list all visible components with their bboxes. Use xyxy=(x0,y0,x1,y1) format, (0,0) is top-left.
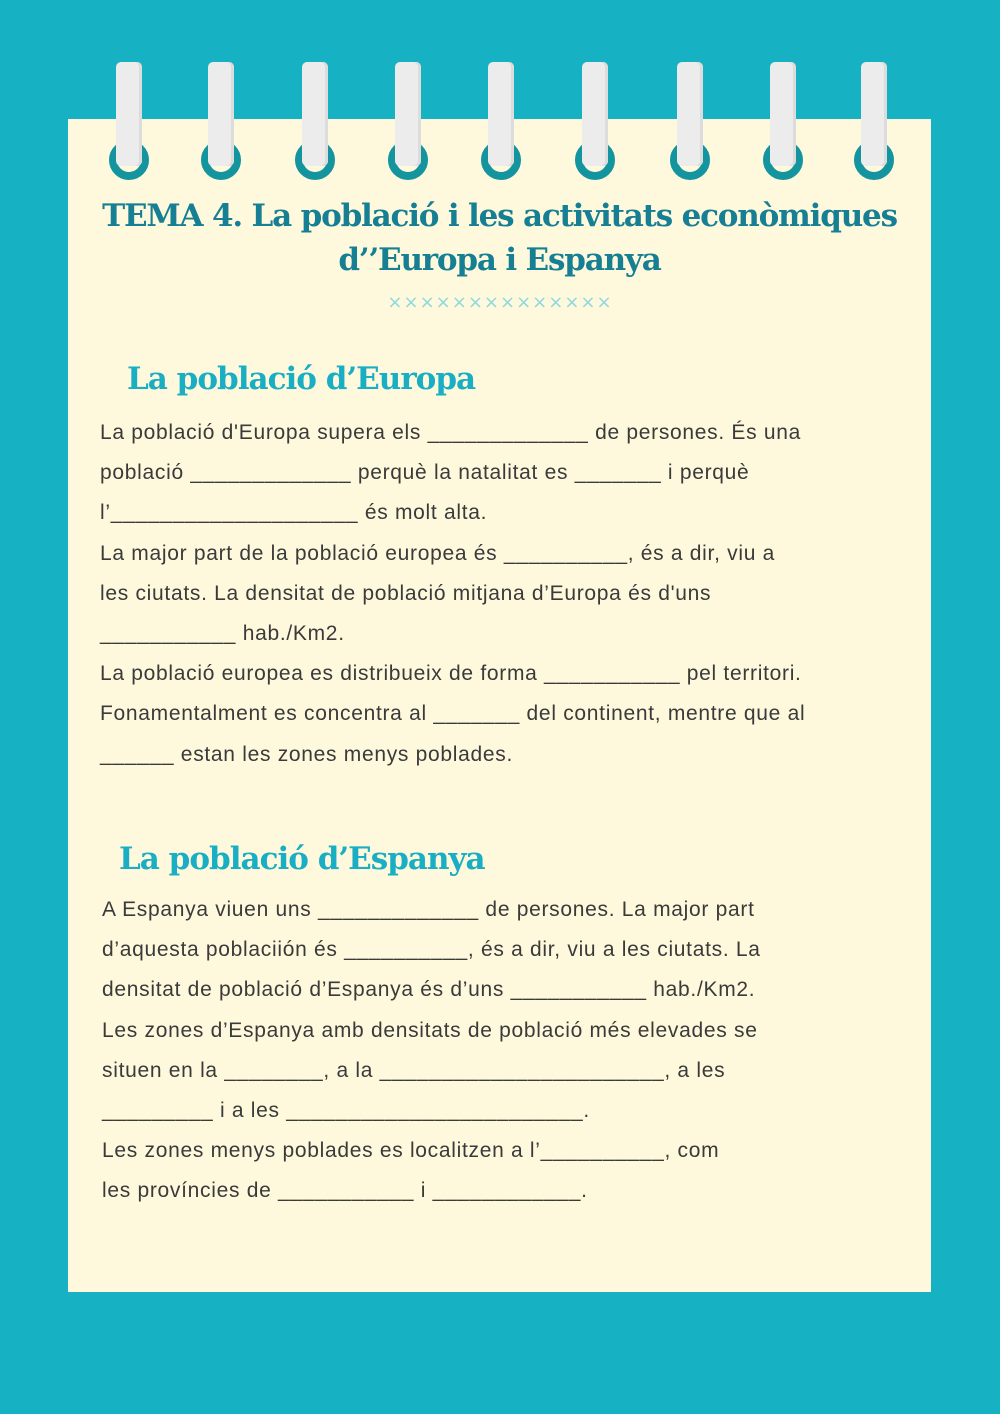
section-heading-europa: La població d’Europa xyxy=(127,361,476,397)
page-title-line-2: d’’Europa i Espanya xyxy=(338,242,661,278)
text-line: les províncies de ___________ i ____________. xyxy=(102,1179,588,1203)
text-line: A Espanya viuen uns _____________ de persones. La major part xyxy=(102,898,755,921)
text-line: La major part de la població europea és __________, és a dir, viu a xyxy=(100,541,776,565)
text-line: d’aquesta poblaciión és __________, és a dir, viu a les ciutats. La xyxy=(102,938,761,962)
text-line: Fonamentalment es concentra al _______ del continent, mentre que al xyxy=(100,702,806,726)
text-line: ___________ hab./Km2. xyxy=(100,622,345,646)
page-title-line-1: TEMA 4. La població i les activitats econòmiques xyxy=(102,198,897,234)
ring-icon xyxy=(201,62,241,172)
text-line: La població europea es distribueix de forma ___________ pel territori. xyxy=(100,662,802,686)
text-line: _________ i a les ________________________. xyxy=(102,1099,590,1123)
ring-icon xyxy=(109,62,149,172)
ring-icon xyxy=(854,62,894,172)
text-line: població _____________ perquè la natalitat es _______ i perquè xyxy=(100,461,750,485)
europa-paragraph xyxy=(100,413,805,775)
ring-icon xyxy=(481,62,521,172)
ring-icon xyxy=(670,62,710,172)
ring-icon xyxy=(763,62,803,172)
text-line: l’____________________ és molt alta. xyxy=(100,501,488,525)
text-line: situen en la ________, a la _______________________, a les xyxy=(102,1058,726,1082)
espanya-paragraph xyxy=(102,890,761,1212)
text-line: Les zones d’Espanya amb densitats de població més elevades se xyxy=(102,1018,758,1042)
text-line: Les zones menys poblades es localitzen a l’__________, com xyxy=(102,1139,720,1163)
decorative-divider: ×××××××××××××× xyxy=(387,292,613,313)
ring-icon xyxy=(295,62,335,172)
text-line: densitat de població d’Espanya és d’uns ___________ hab./Km2. xyxy=(102,978,756,1002)
text-line: les ciutats. La densitat de població mitjana d’Europa és d'uns xyxy=(100,581,712,605)
text-line: ______ estan les zones menys poblades. xyxy=(100,742,514,766)
section-heading-espanya: La població d’Espanya xyxy=(119,841,485,877)
ring-icon xyxy=(388,62,428,172)
ring-icon xyxy=(575,62,615,172)
text-line: La població d'Europa supera els _____________ de persones. És una xyxy=(100,421,802,444)
